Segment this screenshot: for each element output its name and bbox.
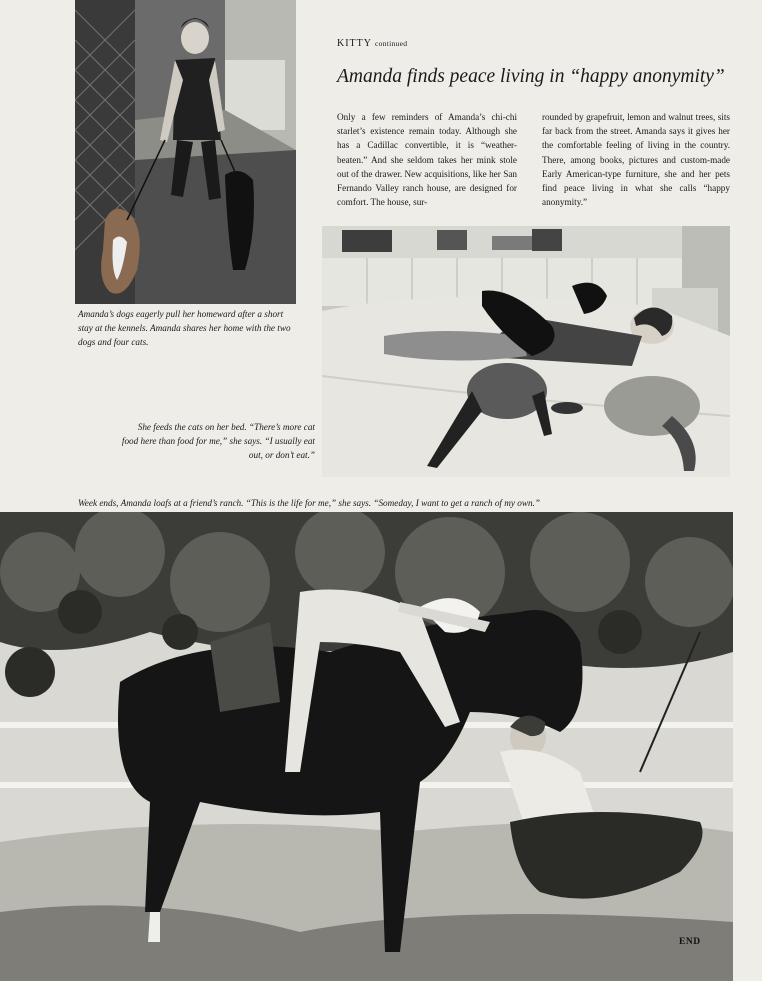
- kicker-continued: continued: [375, 39, 408, 48]
- article-headline: Amanda finds peace living in “happy anonymity”: [337, 66, 725, 87]
- section-kicker: [337, 38, 407, 49]
- end-mark: END: [679, 937, 701, 947]
- photo-woman-walking-dogs: [75, 0, 296, 304]
- article-column-1: Only a few reminders of Amanda’s chi-chi starlet’s existence remain today. Although she has a Cadillac convertible, it is “weather-beaten.” And she seldom takes her mink stole out of the drawer. New acquisitions, like her San Fernando Valley ranch house, are designed for comfort. The house, sur-: [337, 112, 517, 208]
- photo-cats-on-bed: [322, 226, 730, 477]
- caption-cats: She feeds the cats on her bed. “There’s more cat food here than food for me,” she says. “I usually eat out, or don’t eat.”: [121, 422, 315, 460]
- photo-ranch-horse-swing: [0, 512, 733, 981]
- kicker-label: KITTY: [337, 38, 372, 49]
- caption-dogs: Amanda’s dogs eagerly pull her homeward after a short stay at the kennels. Amanda shares her home with the two dogs and four cats.: [78, 309, 291, 347]
- caption-ranch: Week ends, Amanda loafs at a friend’s ranch. “This is the life for me,” she says. “Someday, I want to get a ranch of my own.”: [78, 498, 541, 508]
- article-column-2: rounded by grapefruit, lemon and walnut trees, sits far back from the street. Amanda says it gives her the comfortable feeling of living in the country. There, among books, pictures and custom-made Early American-type furniture, she and her pets find peace living in what she calls “happy anonymity.”: [542, 112, 730, 208]
